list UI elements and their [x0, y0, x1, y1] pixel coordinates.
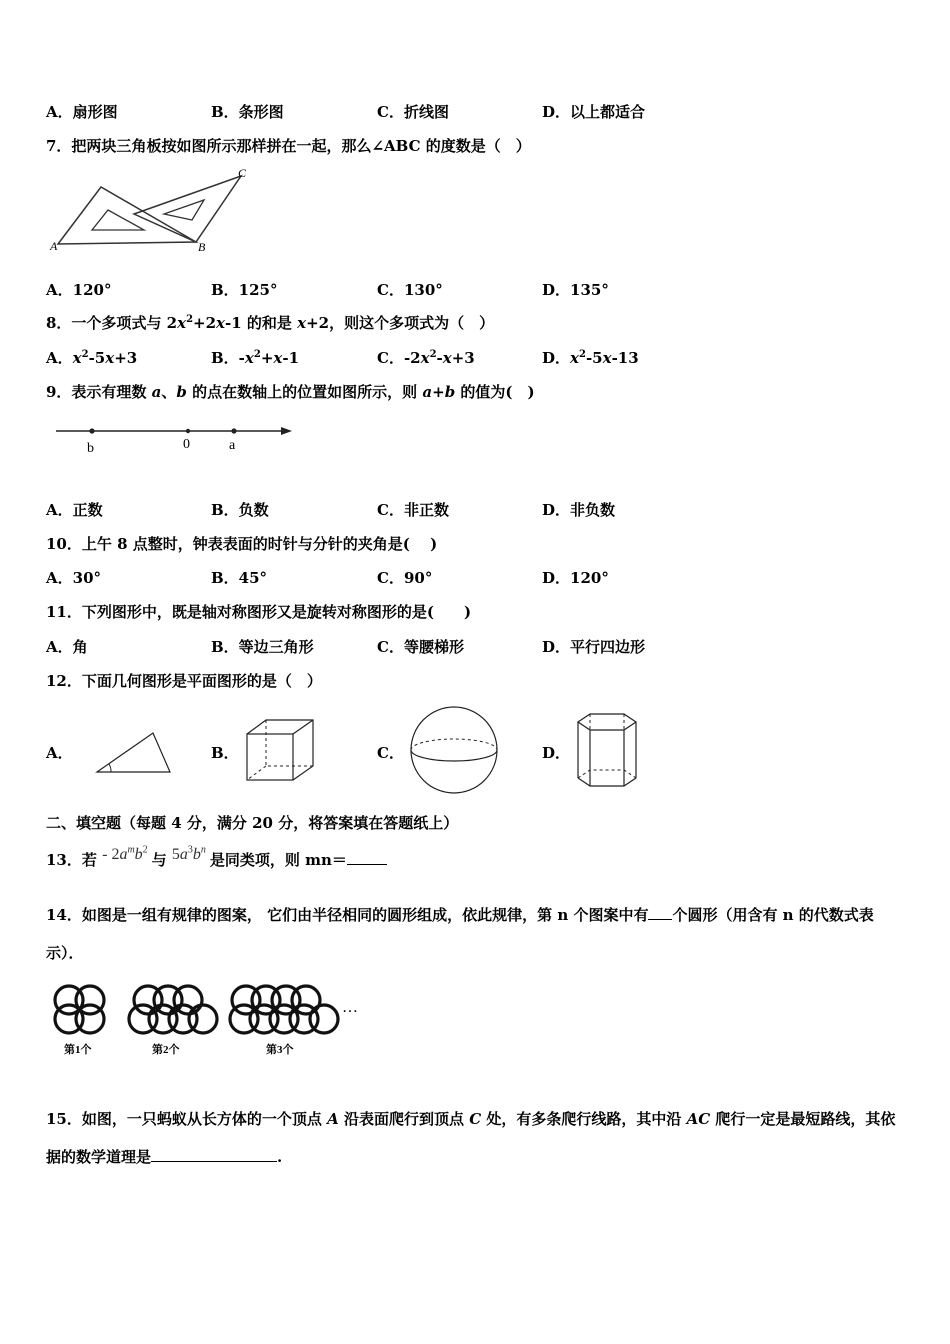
q12-label-a: A． — [46, 744, 73, 762]
q6-option-a: A．扇形图 — [46, 103, 118, 121]
q13-term-2: $5a^3b^n$ — [171, 844, 206, 863]
q13-answer-blank[interactable] — [347, 850, 387, 865]
triangle-right-outer — [134, 176, 241, 242]
q7-stem: 7．把两块三角板按如图所示那样拼在一起，那么∠ABC 的度数是（ ） — [46, 137, 531, 155]
hexagonal-prism-figure — [570, 706, 655, 796]
section-2-heading: 二、填空题（每题 4 分，满分 20 分，将答案填在答题纸上） — [46, 814, 459, 832]
caption-3: 第3个 — [266, 1044, 294, 1056]
q7-option-c: C．130° — [377, 281, 443, 299]
angle-triangle-figure — [75, 716, 185, 786]
q6-option-c: C．折线图 — [377, 103, 449, 121]
point-a — [231, 428, 236, 433]
q9-option-c: C．非正数 — [377, 501, 449, 519]
q9-option-d: D．非负数 — [542, 501, 616, 519]
caption-1: 第1个 — [64, 1044, 92, 1056]
label-b: B — [198, 240, 206, 254]
q11-option-b: B．等边三角形 — [211, 638, 314, 656]
cube-figure — [242, 716, 322, 791]
q15-text: 15．如图，一只蚂蚁从长方体的一个顶点 A 沿表面爬行到顶点 C 处，有多条爬行线路，其中沿 AC 爬行一定是最短路线，其依据的数学道理是 . — [46, 1110, 896, 1166]
sphere-figure — [404, 703, 508, 799]
q11-option-d: D．平行四边形 — [542, 638, 646, 656]
caption-2: 第2个 — [152, 1044, 180, 1056]
q9-stem: 9．表示有理数 a、b 的点在数轴上的位置如图所示，则 a+b 的值为( ) — [46, 383, 535, 401]
q10-option-d: D．120° — [542, 569, 609, 587]
axis-label-a: a — [229, 438, 236, 453]
q11-option-a: A．角 — [46, 638, 88, 656]
q6-option-d: D．以上都适合 — [542, 103, 646, 121]
q6-option-b: B．条形图 — [211, 103, 284, 121]
label-c: C — [238, 166, 247, 180]
pattern-ellipsis: … — [342, 999, 358, 1016]
q9-option-b: B．负数 — [211, 501, 269, 519]
q8-stem: 8．一个多项式与 $2x^2+2x-1$ 的和是 x+2，则这个多项式为（ ） — [46, 314, 495, 332]
q13-term-1: - $2a^mb^2$ — [102, 844, 148, 863]
q8-option-b: B．$-x^2+x-1$ — [211, 349, 300, 367]
triangle-left-outer — [58, 187, 196, 244]
q8-option-a: A．$x^2-5x+3$ — [46, 349, 138, 367]
q11-stem: 11．下列图形中，既是轴对称图形又是旋转对称图形的是( ) — [46, 603, 472, 621]
q13-stem: 13．若 - $2a^mb^2$ 与 $5a^3b^n$ 是同类项，则 mn＝ — [46, 850, 387, 871]
q11-option-c: C．等腰梯形 — [377, 638, 464, 656]
point-zero — [186, 429, 190, 433]
q9-number-line — [52, 420, 302, 460]
q12-label-b: B． — [211, 744, 239, 762]
q7-option-d: D．135° — [542, 281, 609, 299]
q10-stem: 10．上午 8 点整时，钟表表面的时针与分针的夹角是( ) — [46, 535, 438, 553]
q7-option-b: B．125° — [211, 281, 278, 299]
q10-option-c: C．90° — [377, 569, 433, 587]
q14-text: 14．如图是一组有规律的图案， 它们由半径相同的圆形组成，依此规律，第 n 个图案中有 个圆形（用含有 n 的代数式表示）． — [46, 906, 874, 962]
q15-answer-blank[interactable] — [151, 1147, 277, 1162]
q8-option-c: C．$-2x^2-x+3$ — [377, 349, 475, 367]
point-b — [89, 428, 94, 433]
q7-triangles-figure — [46, 164, 261, 256]
q9-option-a: A．正数 — [46, 501, 103, 519]
q14-answer-blank[interactable] — [648, 905, 672, 920]
q8-option-d: D．$x^2-5x-13$ — [542, 349, 639, 367]
axis-label-b: b — [87, 441, 94, 456]
q12-stem: 12．下面几何图形是平面图形的是（ ） — [46, 672, 322, 690]
axis-label-zero: 0 — [183, 437, 190, 452]
label-a: A — [50, 239, 58, 253]
q12-label-c: C． — [377, 744, 404, 762]
q14-circle-pattern-figure — [46, 980, 376, 1062]
triangle-right-inner — [164, 200, 204, 220]
q10-option-a: A．30° — [46, 569, 102, 587]
q7-option-a: A．120° — [46, 281, 112, 299]
q10-option-b: B．45° — [211, 569, 268, 587]
q12-label-d: D． — [542, 744, 571, 762]
